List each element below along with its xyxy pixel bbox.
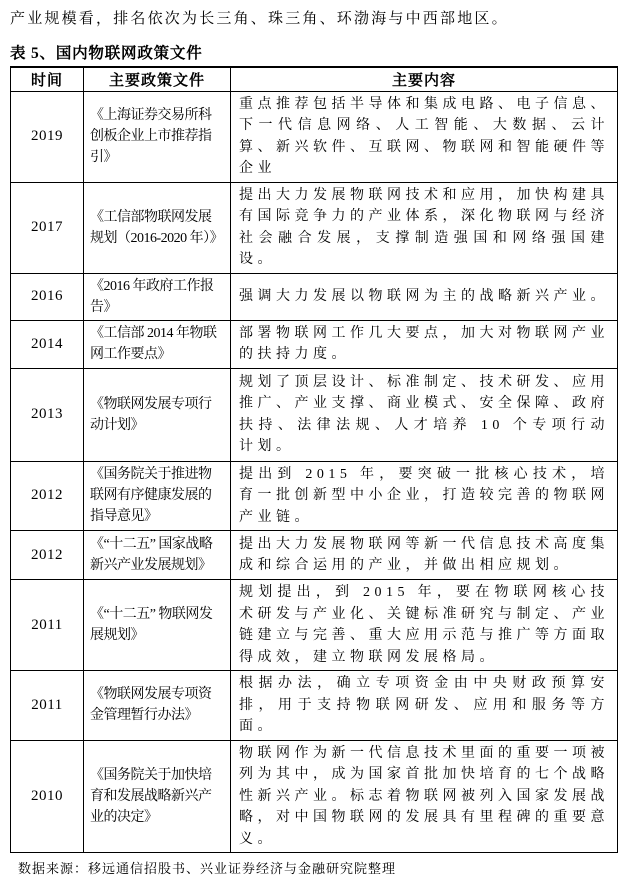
policy-cell: 《国务院关于推进物联网有序健康发展的指导意见》	[84, 461, 231, 531]
content-cell: 物联网作为新一代信息技术里面的重要一项被列为其中，成为国家首批加快培育的七个战略性新兴产业。标志着物联网被列入国家发展战略，对中国物联网的发展具有里程碑的重要意义。	[231, 740, 618, 853]
policy-cell: 《国务院关于加快培育和发展战略新兴产业的决定》	[84, 740, 231, 853]
policy-cell: 《“十二五” 物联网发展规划》	[84, 580, 231, 671]
header-time: 时间	[11, 67, 84, 91]
content-cell: 重点推荐包括半导体和集成电路、电子信息、下一代信息网络、人工智能、大数据、云计算、新兴软件、互联网、物联网和智能硬件等企业	[231, 91, 618, 182]
content-cell: 提出大力发展物联网等新一代信息技术高度集成和综合运用的产业，并做出相应规划。	[231, 531, 618, 580]
content-cell: 规划提出，到 2015 年，要在物联网核心技术研发与产业化、关键标准研究与制定、产业链建立与完善、重大应用示范与推广等方面取得成效，建立物联网发展格局。	[231, 580, 618, 671]
content-cell: 部署物联网工作几大要点，加大对物联网产业的扶持力度。	[231, 320, 618, 368]
policy-cell: 《上海证券交易所科创板企业上市推荐指引》	[84, 91, 231, 182]
content-cell: 强调大力发展以物联网为主的战略新兴产业。	[231, 273, 618, 320]
table-row	[11, 740, 618, 853]
year-cell: 2012	[11, 461, 84, 531]
header-main-content: 主要内容	[231, 67, 618, 91]
content-cell: 规划了顶层设计、标准制定、技术研发、应用推广、产业支撑、商业模式、安全保障、政府扶持、法律法规、人才培养 10 个专项行动计划。	[231, 368, 618, 461]
table-row	[11, 273, 618, 320]
table-header-row	[11, 67, 618, 91]
table-row	[11, 368, 618, 461]
policy-cell: 《物联网发展专项资金管理暂行办法》	[84, 671, 231, 741]
year-cell: 2019	[11, 91, 84, 182]
policy-cell: 《物联网发展专项行动计划》	[84, 368, 231, 461]
table-row	[11, 91, 618, 182]
policy-cell: 《工信部 2014 年物联网工作要点》	[84, 320, 231, 368]
year-cell: 2012	[11, 531, 84, 580]
year-cell: 2010	[11, 740, 84, 853]
policy-table	[10, 66, 618, 853]
data-source-note: 数据来源：移远通信招股书、兴业证券经济与金融研究院整理	[18, 861, 397, 876]
table-row	[11, 320, 618, 368]
content-cell: 根据办法，确立专项资金由中央财政预算安排，用于支持物联网研发、应用和服务等方面。	[231, 671, 618, 741]
table-row	[11, 671, 618, 741]
header-policy-doc: 主要政策文件	[84, 67, 231, 91]
policy-cell: 《2016 年政府工作报告》	[84, 273, 231, 320]
table-title: 表 5、国内物联网政策文件	[10, 45, 203, 62]
policy-cell: 《“十二五” 国家战略新兴产业发展规划》	[84, 531, 231, 580]
content-cell: 提出到 2015 年，要突破一批核心技术，培育一批创新型中小企业，打造较完善的物联网产业链。	[231, 461, 618, 531]
content-cell: 提出大力发展物联网技术和应用，加快构建具有国际竞争力的产业体系，深化物联网与经济社会融合发展，支撑制造强国和网络强国建设。	[231, 182, 618, 273]
policy-cell: 《工信部物联网发展规划（2016-2020 年）》	[84, 182, 231, 273]
table-row	[11, 531, 618, 580]
year-cell: 2014	[11, 320, 84, 368]
year-cell: 2011	[11, 671, 84, 741]
year-cell: 2016	[11, 273, 84, 320]
year-cell: 2011	[11, 580, 84, 671]
table-row	[11, 182, 618, 273]
intro-paragraph: 产业规模看，排名依次为长三角、珠三角、环渤海与中西部地区。	[10, 11, 509, 27]
table-row	[11, 580, 618, 671]
year-cell: 2013	[11, 368, 84, 461]
year-cell: 2017	[11, 182, 84, 273]
table-row	[11, 461, 618, 531]
